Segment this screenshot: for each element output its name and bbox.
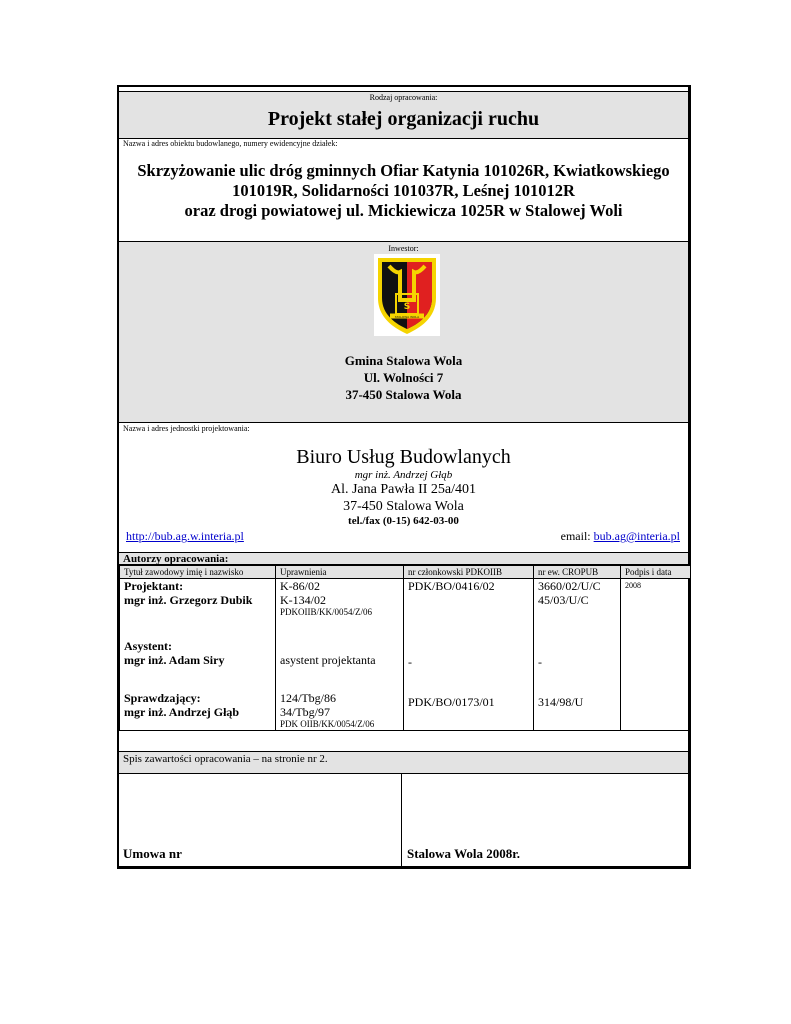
contract-label: Umowa nr: [123, 846, 182, 861]
column-header: Tytuł zawodowy imię i nazwisko: [120, 566, 276, 579]
investor-city: 37-450 Stalowa Wola: [345, 387, 462, 402]
object-line-1: Skrzyżowanie ulic dróg gminnych Ofiar Katynia 101026R, Kwiatkowskiego: [137, 161, 670, 180]
designer-name: mgr inż. Grzegorz Dubik: [124, 593, 253, 607]
office-name: Biuro Usług Budowlanych: [296, 446, 511, 468]
table-row-checker: [120, 679, 691, 731]
office-email: [561, 529, 680, 544]
table-row-assistant: [120, 623, 691, 679]
title-page-frame: [117, 85, 691, 869]
website-url[interactable]: http://bub.ag.w.interia.pl: [126, 529, 244, 543]
footer-section: [119, 774, 688, 866]
svg-text:S: S: [403, 302, 411, 312]
checker-role: Sprawdzający:: [124, 690, 201, 705]
place-date: Stalowa Wola 2008r.: [407, 846, 521, 861]
authors-table: [119, 565, 691, 731]
authors-label: Autorzy opracowania:: [119, 552, 688, 565]
email-link[interactable]: bub.ag@interia.pl: [593, 529, 680, 543]
document-title: Projekt stałej organizacji ruchu: [267, 108, 540, 130]
investor-label: Inwestor:: [388, 244, 419, 253]
investor-address: [119, 352, 688, 403]
designer-cropub: 3660/02/U/C: [538, 579, 601, 593]
table-row-designer: [120, 579, 691, 623]
document-type-label: Rodzaj opracowania:: [369, 93, 438, 102]
footer-divider: [401, 774, 402, 866]
designer-permission: K-134/02: [280, 593, 326, 607]
office-website-link[interactable]: [126, 529, 244, 544]
column-header: nr ew. CROPUB: [534, 566, 621, 579]
assistant-permission: asystent projektanta: [276, 623, 404, 679]
office-person: mgr inż. Andrzej Głąb: [354, 469, 453, 481]
column-header: Podpis i data: [621, 566, 691, 579]
checker-member-number: PDK/BO/0173/01: [404, 679, 534, 731]
object-line-3: oraz drogi powiatowej ul. Mickiewicza 1025R w Stalowej Woli: [184, 201, 623, 220]
design-office-label: Nazwa i adres jednostki projektowania:: [123, 424, 250, 433]
investor-section: [119, 242, 688, 423]
assistant-cropub: -: [534, 623, 621, 679]
column-header: Uprawnienia: [276, 566, 404, 579]
object-section: [119, 139, 688, 242]
checker-name: mgr inż. Andrzej Głąb: [124, 704, 240, 719]
contents-note: Spis zawartości opracowania – na stronie nr 2.: [119, 751, 688, 774]
office-phone: tel./fax (0-15) 642-03-00: [348, 515, 459, 527]
authors-table-header: [120, 566, 691, 579]
checker-permission: PDK OIIB/KK/0054/Z/06: [280, 718, 375, 729]
checker-permission: 34/Tbg/97: [280, 704, 330, 719]
stalowa-wola-coat-of-arms-icon: [374, 254, 440, 336]
assistant-role: Asystent:: [124, 638, 172, 653]
designer-permission: K-86/02: [280, 579, 320, 593]
designer-role: Projektant:: [124, 579, 184, 593]
checker-permission: 124/Tbg/86: [280, 690, 336, 705]
designer-signature-date: 2008: [621, 579, 691, 623]
designer-member-number: PDK/BO/0416/02: [404, 579, 534, 623]
assistant-member-number: -: [404, 623, 534, 679]
office-address-city: 37-450 Stalowa Wola: [343, 499, 464, 514]
object-line-2: 101019R, Solidarności 101037R, Leśnej 101012R: [232, 181, 575, 200]
assistant-name: mgr inż. Adam Siry: [124, 652, 225, 667]
crest-band-text: STALOWA WOLA: [394, 315, 420, 319]
title-section: [119, 91, 688, 139]
designer-cropub: 45/03/U/C: [538, 593, 589, 607]
column-header: nr członkowski PDKOIIB: [404, 566, 534, 579]
investor-name: Gmina Stalowa Wola: [344, 353, 463, 368]
checker-cropub: 314/98/U: [534, 679, 621, 731]
design-office-section: [119, 423, 688, 552]
office-address-street: Al. Jana Pawła II 25a/401: [330, 482, 477, 497]
designer-permission: PDKOIIB/KK/0054/Z/06: [280, 607, 372, 617]
authors-section: [119, 552, 688, 731]
object-label: Nazwa i adres obiektu budowlanego, numery ewidencyjne działek:: [123, 139, 338, 148]
investor-street: Ul. Wolności 7: [363, 370, 444, 385]
email-prefix: email:: [560, 529, 594, 543]
object-name: [125, 161, 682, 221]
